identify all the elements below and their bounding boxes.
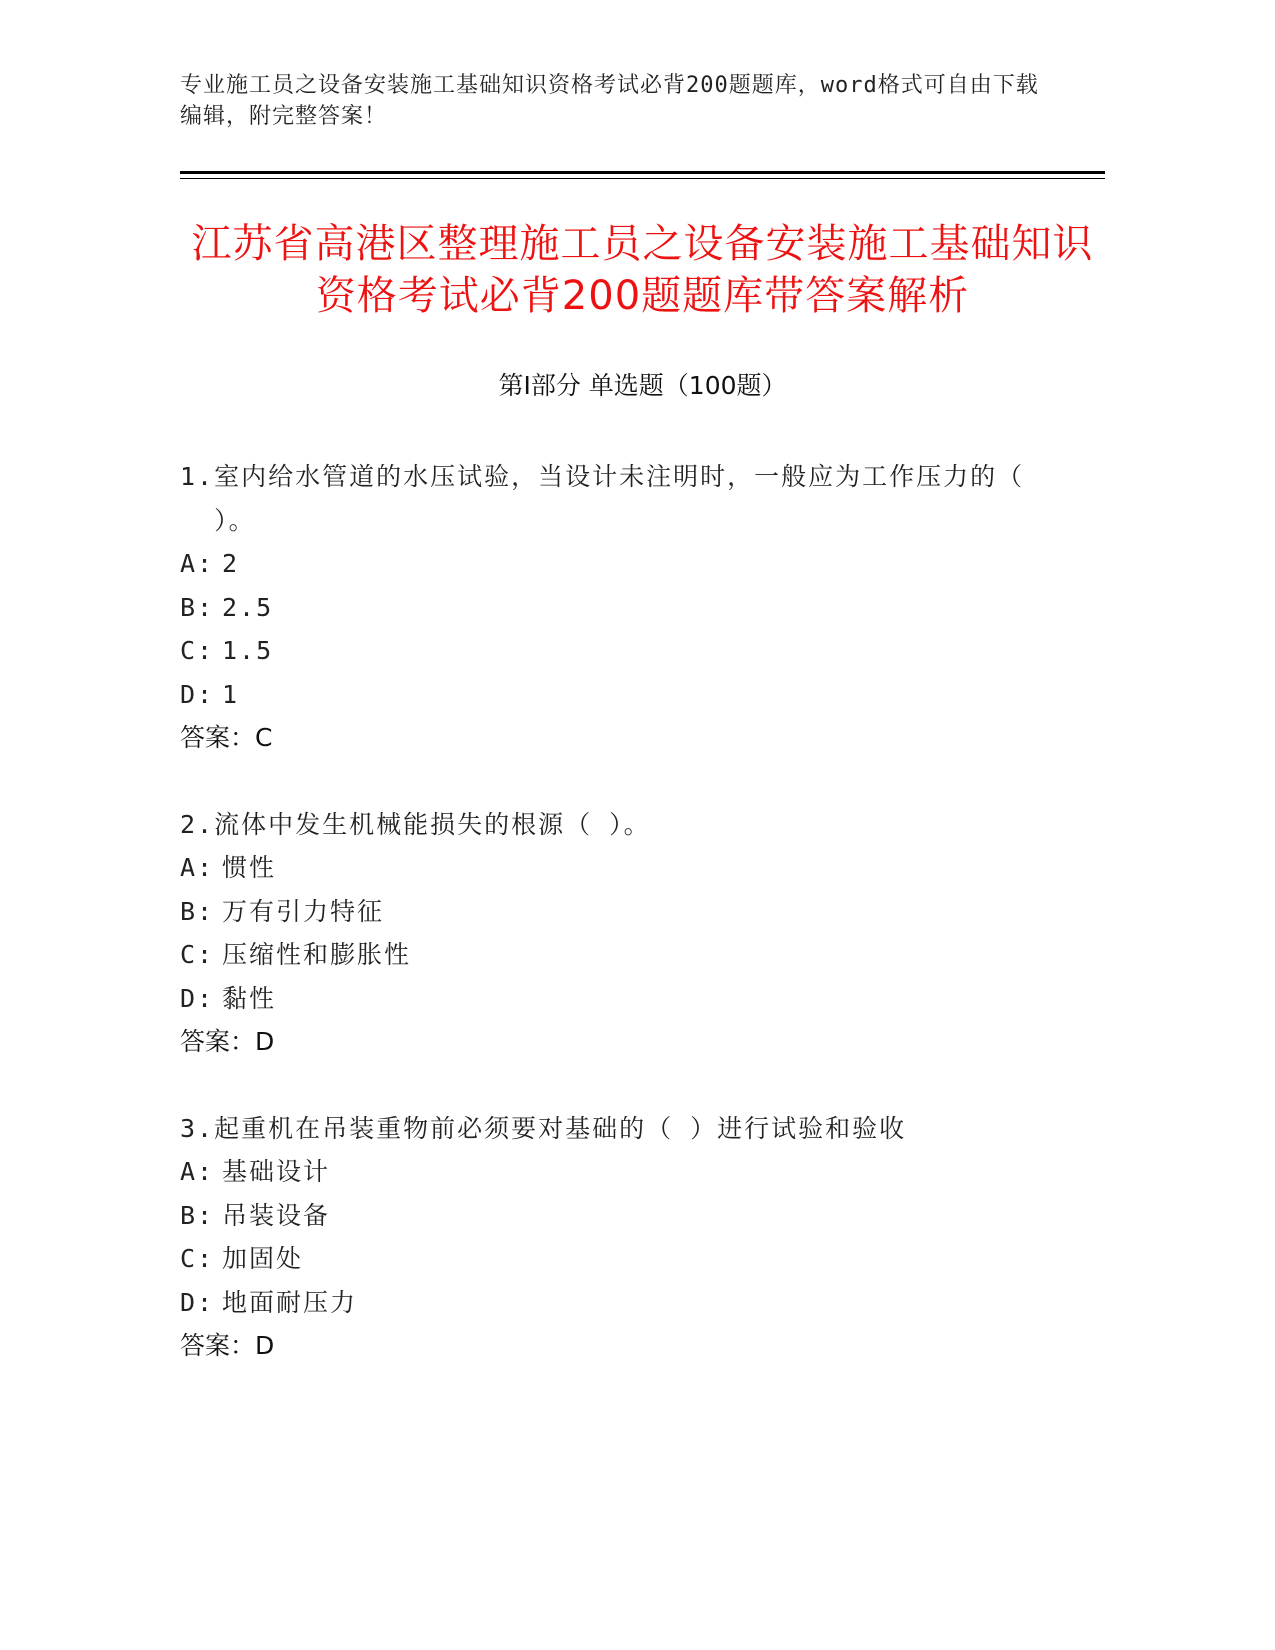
option-c (180, 933, 1080, 977)
option-b (180, 586, 1080, 630)
question-text: 室内给水管道的水压试验，当设计未注明时，一般应为工作压力的（ ）。 (214, 462, 1025, 535)
answer-value: D (255, 1331, 275, 1360)
question-text: 起重机在吊装重物前必须要对基础的（ ）进行试验和验收 (214, 1113, 907, 1143)
option-text: 黏性 (222, 983, 277, 1013)
document-title: 江苏省高港区整理施工员之设备安装施工基础知识资格考试必背200题题库带答案解析 (191, 221, 1094, 319)
option-text: 1 (222, 679, 240, 709)
question-3 (180, 1107, 1080, 1368)
option-c (180, 629, 1080, 673)
option-letter: D: (180, 1287, 215, 1317)
option-letter: B: (180, 592, 215, 622)
option-text: 惯性 (222, 853, 277, 882)
option-letter: D: (180, 983, 215, 1013)
question-list (180, 455, 1080, 1411)
option-letter: B: (180, 1200, 215, 1230)
answer-value: D (255, 1027, 275, 1056)
option-b (180, 890, 1080, 934)
option-a (180, 542, 1080, 586)
option-letter: A: (180, 853, 215, 882)
answer-label: 答案： (180, 723, 256, 752)
answer-label: 答案： (180, 1331, 256, 1360)
option-text: 地面耐压力 (222, 1287, 358, 1317)
option-c (180, 1237, 1080, 1281)
answer-line (180, 1324, 1080, 1368)
question-text: 流体中发生机械能损失的根源（ ）。 (214, 809, 651, 839)
option-text: 基础设计 (222, 1157, 331, 1186)
answer-label: 答案： (180, 1027, 256, 1056)
option-text: 加固处 (222, 1244, 304, 1273)
question-1 (180, 455, 1080, 760)
option-letter: A: (180, 549, 215, 578)
question-stem (180, 1107, 1080, 1151)
question-number: 2. (180, 809, 215, 839)
question-stem (180, 455, 1080, 542)
answer-value: C (255, 723, 273, 752)
option-letter: C: (180, 636, 215, 665)
answer-line (180, 716, 1080, 760)
option-a (180, 846, 1080, 890)
option-text: 2 (222, 549, 240, 578)
option-letter: A: (180, 1157, 215, 1186)
option-d (180, 1281, 1080, 1325)
option-a (180, 1150, 1080, 1194)
option-letter: D: (180, 679, 215, 709)
option-text: 1.5 (222, 636, 274, 665)
option-letter: C: (180, 940, 215, 969)
header-note: 专业施工员之设备安装施工基础知识资格考试必背200题题库，word格式可自由下载编辑，附完整答案！ (180, 73, 1039, 129)
answer-line (180, 1020, 1080, 1064)
header-divider-thick (180, 171, 1105, 174)
header-divider-thin (180, 178, 1105, 179)
question-stem (180, 803, 1080, 847)
option-d (180, 673, 1080, 717)
option-text: 2.5 (222, 592, 274, 622)
question-number: 3. (180, 1113, 215, 1143)
option-b (180, 1194, 1080, 1238)
option-d (180, 977, 1080, 1021)
question-2 (180, 803, 1080, 1064)
option-text: 万有引力特征 (222, 896, 385, 926)
option-letter: C: (180, 1244, 215, 1273)
question-number: 1. (180, 462, 215, 491)
option-text: 吊装设备 (222, 1200, 331, 1230)
option-text: 压缩性和膨胀性 (222, 940, 412, 969)
option-letter: B: (180, 896, 215, 926)
section-heading: 第Ⅰ部分 单选题（100题） (498, 371, 787, 400)
